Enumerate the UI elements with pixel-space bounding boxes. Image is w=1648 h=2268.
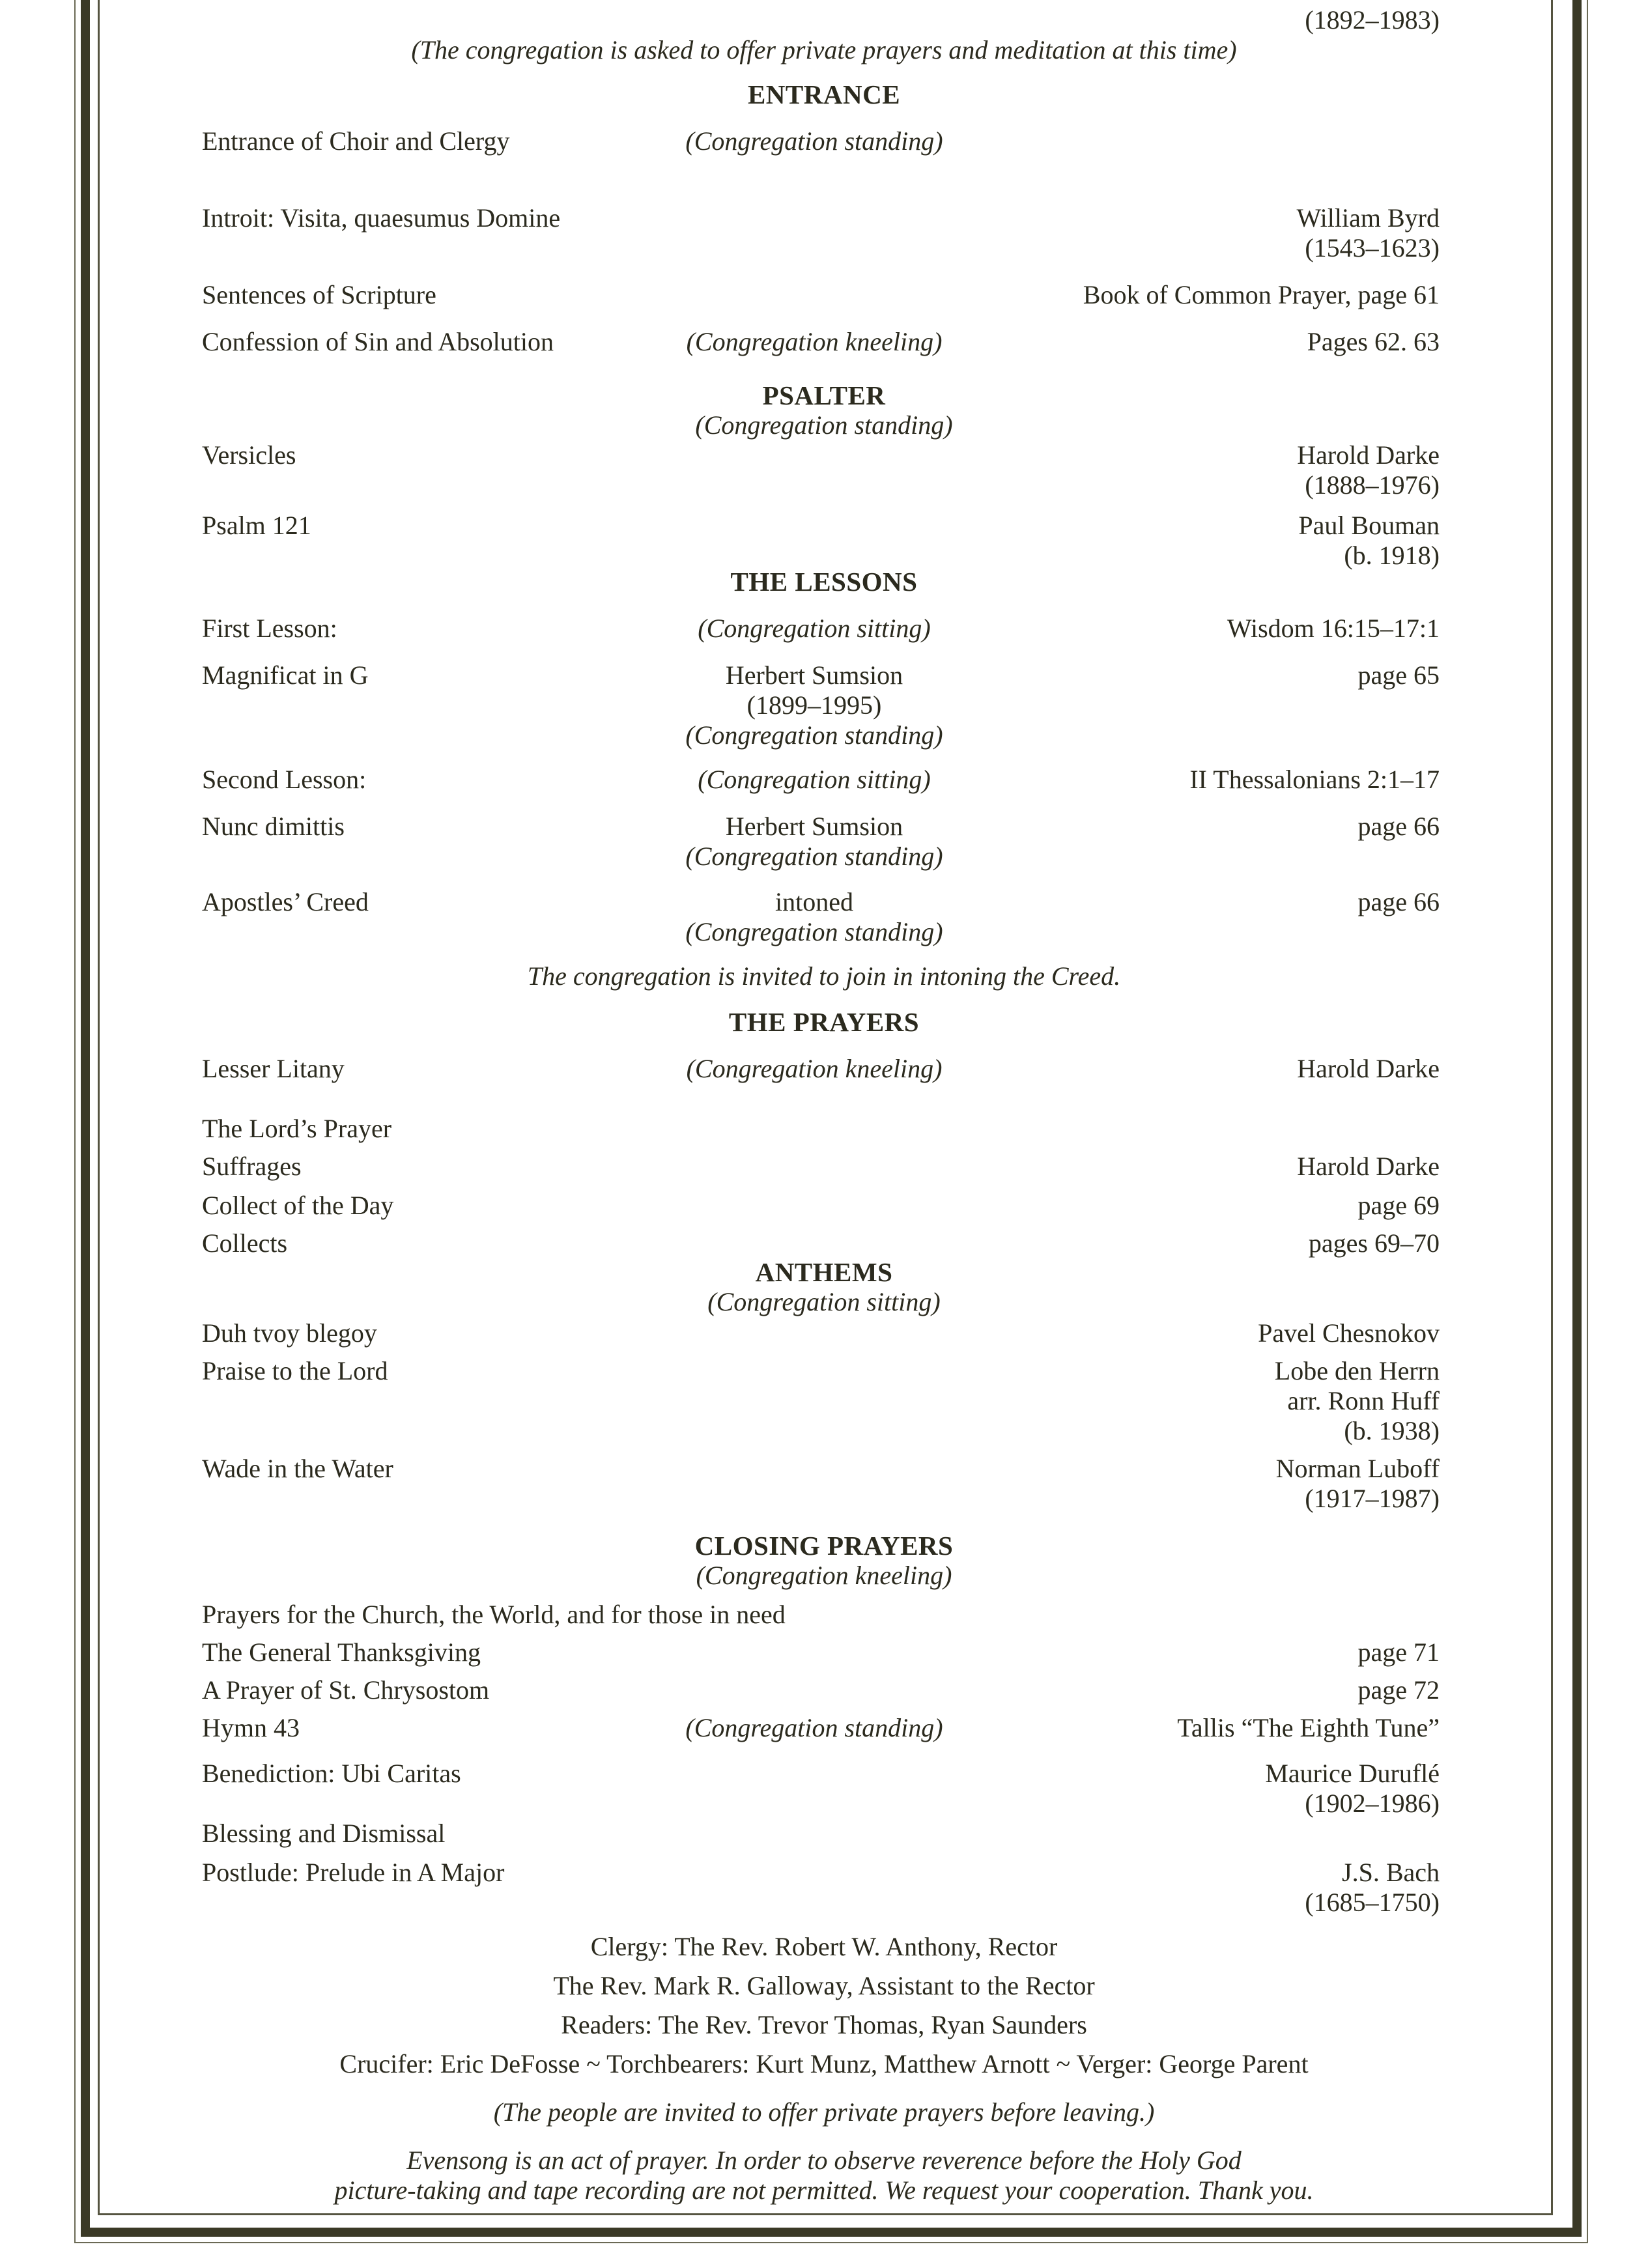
creed-note: The congregation is invited to join in intoning the Creed.: [527, 961, 1121, 991]
footer-recording-note: picture-taking and tape recording are not permitted. We request your cooperation. Thank you.: [334, 2176, 1314, 2205]
heading-lessons: THE LESSONS: [730, 567, 918, 597]
closing-posture: (Congregation kneeling): [696, 1561, 952, 1590]
entry-posture: (Congregation sitting): [698, 765, 931, 794]
entry-composer: Harold Darke: [1297, 440, 1440, 470]
entry-reference: page 72: [1357, 1675, 1440, 1705]
entry-reference: page 65: [1357, 660, 1440, 690]
entry-title: The General Thanksgiving: [202, 1637, 481, 1667]
entry-composer: Herbert Sumsion: [725, 660, 903, 690]
entry-composer-dates: (1543–1623): [1305, 233, 1440, 262]
entry-composer-dates: (1685–1750): [1305, 1888, 1440, 1917]
entry-title: Collects: [202, 1228, 288, 1258]
entry-title: Lesser Litany: [202, 1054, 345, 1083]
entry-title: Confession of Sin and Absolution: [202, 327, 554, 356]
anthems-posture: (Congregation sitting): [707, 1287, 941, 1316]
entry-reference: Wisdom 16:15–17:1: [1227, 614, 1440, 643]
entry-composer-dates: (b. 1938): [1344, 1416, 1440, 1445]
credits-assistant: The Rev. Mark R. Galloway, Assistant to the Rector: [553, 1971, 1095, 2000]
entry-composer-dates: (1899–1995): [746, 690, 882, 720]
credits-clergy: Clergy: The Rev. Robert W. Anthony, Rector: [590, 1932, 1058, 1961]
entry-composer: William Byrd: [1296, 203, 1440, 233]
entry-posture: (Congregation standing): [685, 842, 943, 871]
entry-title: Blessing and Dismissal: [202, 1819, 446, 1848]
entry-title: Benediction: Ubi Caritas: [202, 1759, 461, 1788]
entry-posture: (Congregation kneeling): [686, 327, 943, 356]
entry-title: Versicles: [202, 440, 296, 470]
heading-closing-prayers: CLOSING PRAYERS: [694, 1531, 954, 1561]
entry-posture: (Congregation sitting): [698, 614, 931, 643]
entry-title: Duh tvoy blegoy: [202, 1318, 377, 1348]
entry-reference: page 66: [1357, 812, 1440, 841]
entry-title: Suffrages: [202, 1152, 302, 1181]
entry-reference: Pages 62. 63: [1307, 327, 1440, 356]
entry-posture: (Congregation kneeling): [686, 1054, 943, 1083]
entry-title: Entrance of Choir and Clergy: [202, 126, 510, 156]
heading-entrance: ENTRANCE: [747, 79, 901, 109]
entry-reference: page 69: [1357, 1191, 1440, 1220]
entry-composer: Harold Darke: [1297, 1054, 1440, 1083]
entry-composer: Pavel Chesnokov: [1258, 1318, 1440, 1348]
entry-reference: II Thessalonians 2:1–17: [1189, 765, 1440, 794]
entry-composer-dates: (b. 1918): [1344, 541, 1440, 570]
footer-prayer-note: (The people are invited to offer private prayers before leaving.): [493, 2097, 1155, 2127]
entry-title: A Prayer of St. Chrysostom: [202, 1675, 490, 1705]
heading-psalter: PSALTER: [762, 380, 886, 410]
entry-title: Second Lesson:: [202, 765, 367, 794]
entry-reference: page 66: [1357, 887, 1440, 916]
entry-title: Prayers for the Church, the World, and for those in need: [202, 1600, 786, 1629]
entry-reference: page 71: [1357, 1637, 1440, 1667]
entry-composer: Maurice Duruflé: [1265, 1759, 1440, 1788]
entry-title: Sentences of Scripture: [202, 280, 436, 309]
entry-title: Collect of the Day: [202, 1191, 394, 1220]
entry-title: Nunc dimittis: [202, 812, 345, 841]
entry-composer-dates: (1917–1987): [1305, 1484, 1440, 1513]
entry-title: Postlude: Prelude in A Major: [202, 1858, 505, 1887]
entry-composer-dates: (1888–1976): [1305, 470, 1440, 500]
entry-composer: Norman Luboff: [1275, 1454, 1440, 1483]
entry-composer: Harold Darke: [1297, 1152, 1440, 1181]
entry-posture: (Congregation standing): [685, 126, 943, 156]
entry-posture: (Congregation standing): [685, 1713, 943, 1742]
entry-title: Magnificat in G: [202, 660, 369, 690]
entry-composer: Lobe den Herrn: [1274, 1356, 1440, 1385]
entry-posture: (Congregation standing): [685, 917, 943, 946]
entry-arranger: arr. Ronn Huff: [1287, 1386, 1440, 1415]
entry-composer: Paul Bouman: [1298, 511, 1440, 540]
entry-composer: Herbert Sumsion: [725, 812, 903, 841]
entry-posture: (Congregation standing): [685, 720, 943, 750]
entry-title: Psalm 121: [202, 511, 311, 540]
meditation-note: (The congregation is asked to offer private prayers and meditation at this time): [411, 35, 1237, 64]
credits-crucifer: Crucifer: Eric DeFosse ~ Torchbearers: Kurt Munz, Matthew Arnott ~ Verger: George Parent: [339, 2049, 1309, 2078]
entry-reference: pages 69–70: [1308, 1228, 1440, 1258]
entry-title: Apostles’ Creed: [202, 887, 369, 916]
heading-anthems: ANTHEMS: [755, 1257, 893, 1287]
entry-title: Introit: Visita, quaesumus Domine: [202, 203, 561, 233]
entry-reference: Book of Common Prayer, page 61: [1083, 280, 1440, 309]
credits-readers: Readers: The Rev. Trevor Thomas, Ryan Saunders: [561, 2010, 1087, 2039]
entry-tune: Tallis “The Eighth Tune”: [1177, 1713, 1440, 1742]
footer-evensong-note: Evensong is an act of prayer. In order to observe reverence before the Holy God: [406, 2146, 1242, 2175]
entry-note: intoned: [775, 887, 853, 916]
entry-title: Praise to the Lord: [202, 1356, 388, 1385]
composer-dates: (1892–1983): [1305, 5, 1440, 35]
entry-composer-dates: (1902–1986): [1305, 1789, 1440, 1818]
heading-prayers: THE PRAYERS: [728, 1007, 920, 1037]
entry-title: Wade in the Water: [202, 1454, 393, 1483]
psalter-posture: (Congregation standing): [695, 410, 953, 440]
entry-title: First Lesson:: [202, 614, 337, 643]
entry-title: The Lord’s Prayer: [202, 1114, 392, 1143]
entry-composer: J.S. Bach: [1342, 1858, 1440, 1887]
entry-title: Hymn 43: [202, 1713, 300, 1742]
